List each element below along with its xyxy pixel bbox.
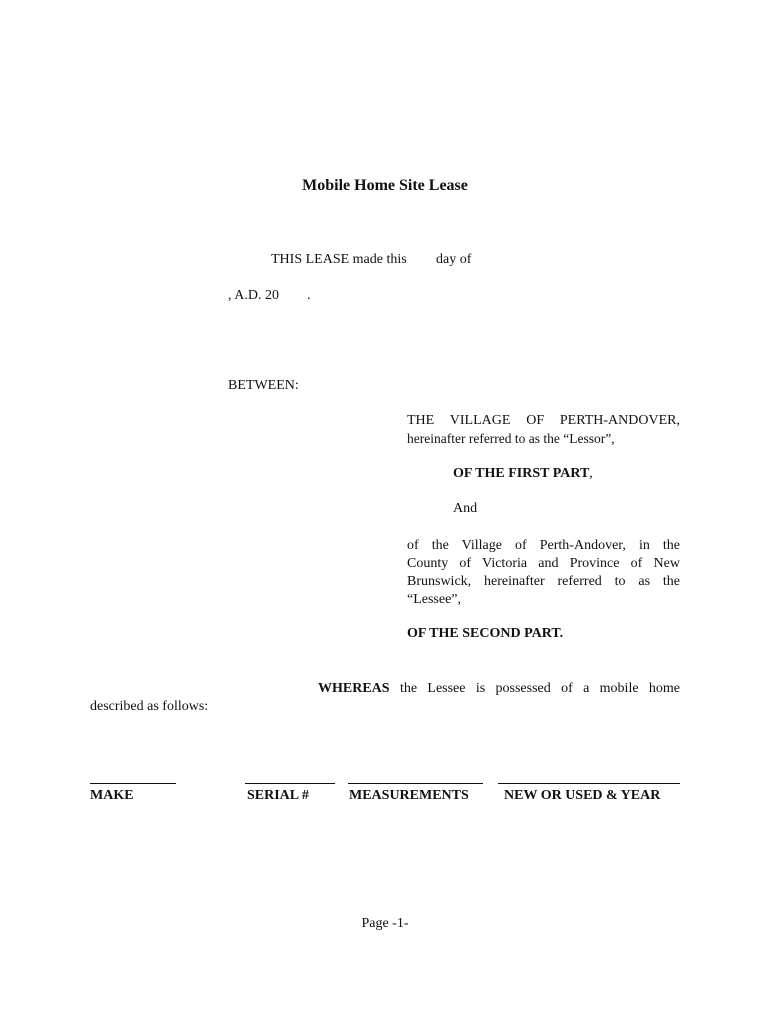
new-or-used-label: NEW OR USED & YEAR [504,788,661,803]
document-title: Mobile Home Site Lease [302,177,468,194]
first-part-comma: , [589,466,593,481]
and-word: And [453,501,478,516]
lessee-line-2: County of Victoria and Province of New [407,556,680,571]
second-part-label: OF THE SECOND PART. [407,626,564,641]
make-label: MAKE [90,788,134,803]
lease-made-text: THIS LEASE made this [271,252,407,267]
lessor-reference: hereinafter referred to as the “Lessor”, [407,431,615,446]
make-blank-line [90,783,176,784]
first-part-bold: OF THE FIRST PART [453,466,590,481]
described-as-follows: described as follows: [90,699,209,714]
whereas-clause [318,680,680,698]
day-of-text: day of [436,252,472,267]
serial-label: SERIAL # [247,788,309,803]
ad-period-text: . [307,288,311,303]
whereas-text: the Lessee is possessed of a mobile home [399,681,680,696]
whereas-bold: WHEREAS [318,681,390,696]
lessee-line-4: “Lessee”, [407,592,462,607]
measurements-blank-line [348,783,483,784]
between-label: BETWEEN: [228,378,299,393]
new-or-used-blank-line [498,783,680,784]
first-part-label [453,466,593,482]
ad-year-text: , A.D. 20 [228,288,279,303]
measurements-label: MEASUREMENTS [349,788,469,803]
lessee-line-1: of the Village of Perth-Andover, in the [407,538,680,553]
lessee-line-3: Brunswick, hereinafter referred to as the [407,574,680,589]
serial-blank-line [245,783,335,784]
page-number: Page -1- [361,916,409,931]
lessor-name: THE VILLAGE OF PERTH-ANDOVER, [407,413,680,428]
